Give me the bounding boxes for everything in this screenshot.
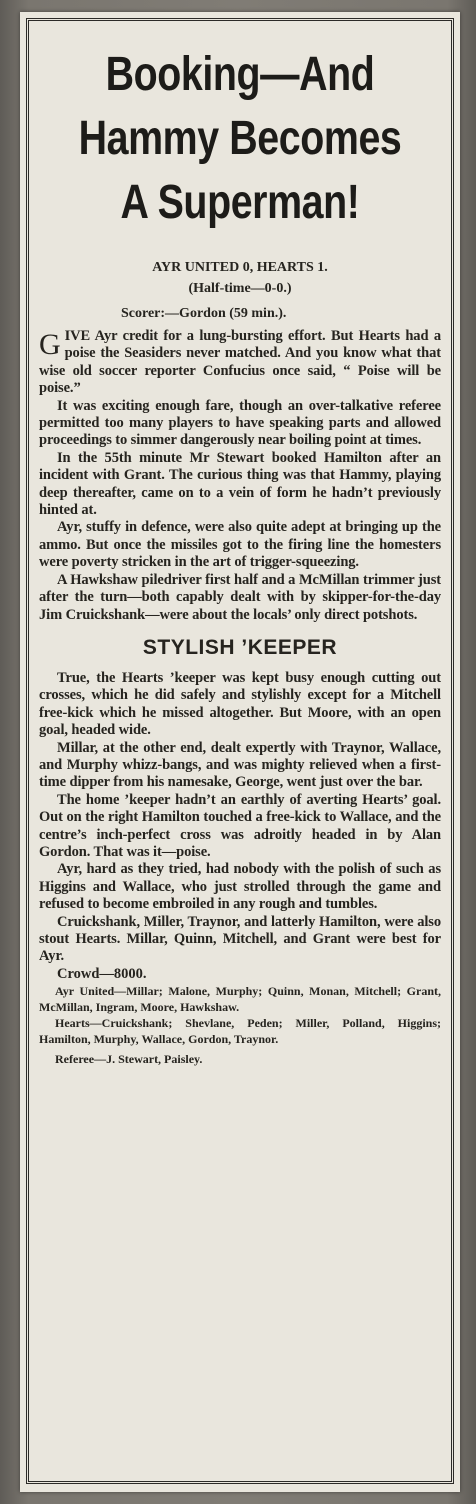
article-body <box>39 328 441 624</box>
lineup-hearts: Hearts—Cruickshank; Shevlane, Peden; Miller, Polland, Higgins; Hamilton, Murphy, Wallace, Gordon, Traynor. <box>39 1016 441 1047</box>
team-lineups <box>39 983 441 1047</box>
paragraph: Ayr, stuffy in defence, were also quite adept at bringing up the ammo. But once the missiles got to the firing line the homesters were poverty stricken in the art of trigger-squeezing. <box>39 519 441 571</box>
scorer-line: Scorer:—Gordon (59 min.). <box>121 306 287 321</box>
paragraph: The home ’keeper hadn’t an earthly of averting Hearts’ goal. Out on the right Hamilton touched a free-kick to Wallace, and the centre’s inch-perfect cross was adroitly headed in by Alan Gordon. That was it—poise. <box>39 791 441 860</box>
paragraph: A Hawkshaw piledriver first half and a McMillan trimmer just after the turn—both capably dealt with by skipper-for-the-day Jim Cruickshank—were about the locals’ only direct potshots. <box>39 571 441 623</box>
lead-paragraph <box>39 328 441 398</box>
paragraph: Millar, at the other end, dealt expertly with Traynor, Wallace, and Murphy whizz-bangs, and was mighty relieved when a first-time dipper from his namesake, George, went just over the bar. <box>39 739 441 791</box>
newspaper-clipping <box>20 12 460 1492</box>
half-time-score: (Half-time—0-0.) <box>188 281 292 296</box>
headline-line-3: A Superman! <box>120 176 360 229</box>
article-body-continued <box>39 670 441 966</box>
headline <box>75 43 405 235</box>
referee-line: Referee—J. Stewart, Paisley. <box>55 1052 203 1067</box>
paragraph: It was exciting enough fare, though an over-talkative referee permitted too many players to have speaking parts and allowed proceedings to simmer dangerously near boiling point at times. <box>39 397 441 449</box>
drop-cap: G <box>39 328 61 361</box>
match-result: AYR UNITED 0, HEARTS 1. <box>152 260 328 275</box>
headline-line-1: Booking—And <box>105 48 375 101</box>
paragraph: Cruickshank, Miller, Traynor, and latterly Hamilton, were also stout Hearts. Millar, Quinn, Mitchell, and Grant were best for Ayr. <box>39 913 441 965</box>
subheading: STYLISH ’KEEPER <box>142 635 338 659</box>
lead-text: IVE Ayr credit for a lung-bursting effort. But Hearts had a poise the Seasiders never matched. And you know what that wise old soccer reporter Confucius once said, “ Poise will be poise.” <box>39 328 441 397</box>
paragraph: In the 55th minute Mr Stewart booked Hamilton after an incident with Grant. The curious thing was that Hammy, playing deep thereafter, came on to a vein of form he hadn’t previously hinted at. <box>39 449 441 519</box>
crowd-attendance: Crowd—8000. <box>57 965 147 982</box>
paragraph: True, the Hearts ’keeper was kept busy enough cutting out crosses, which he did safely and stylishly except for a Mitchell free-kick which he missed altogether. But Moore, with an open goal, headed wide. <box>39 669 441 739</box>
paragraph: Ayr, hard as they tried, had nobody with the polish of such as Higgins and Wallace, who just strolled through the game and refused to become embroiled in any rough and tumbles. <box>39 861 441 913</box>
headline-line-2: Hammy Becomes <box>78 112 402 165</box>
article <box>39 43 441 1471</box>
lineup-ayr: Ayr United—Millar; Malone, Murphy; Quinn, Monan, Mitchell; Grant, McMillan, Ingram, Moore, Hawkshaw. <box>39 984 441 1015</box>
clipping-border <box>26 18 454 1484</box>
